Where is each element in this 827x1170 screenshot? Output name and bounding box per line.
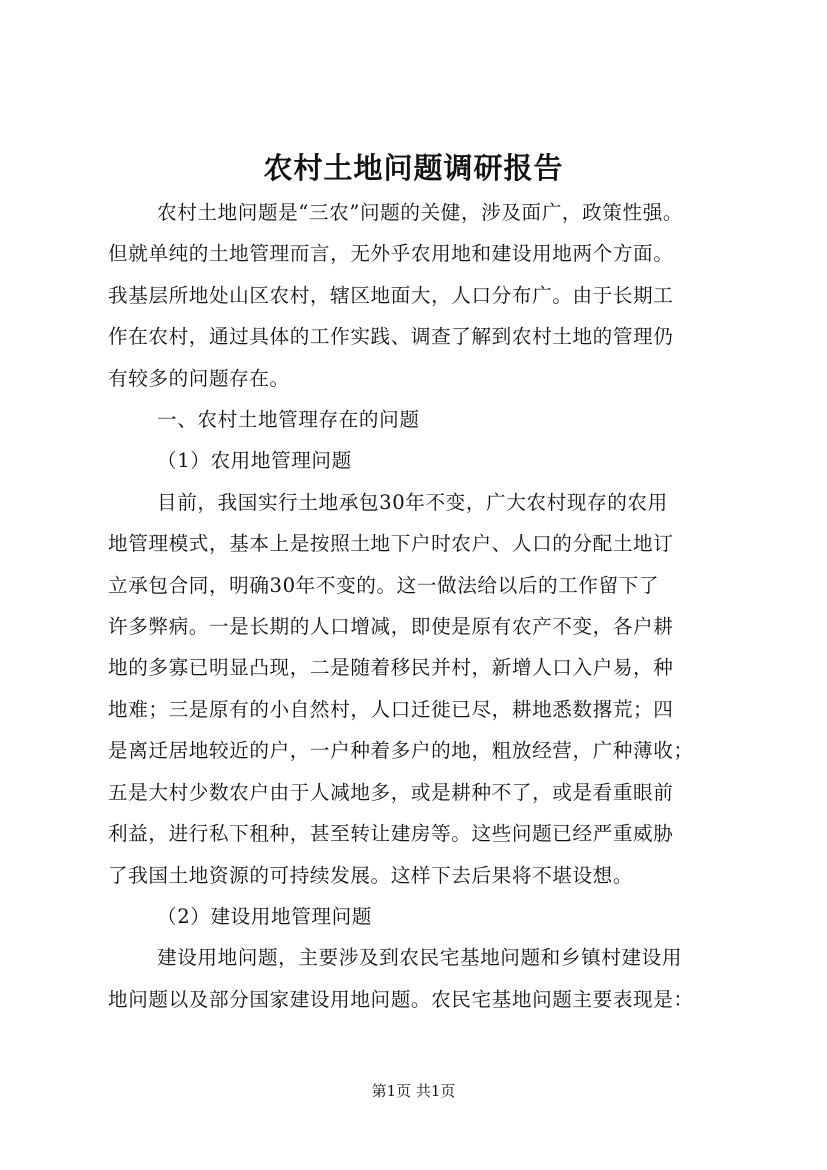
document-body — [108, 192, 738, 1020]
body-line: 我基层所地处山区农村，辖区地面大，人口分布广。由于长期工 — [108, 283, 674, 307]
subsection-heading: （2）建设用地管理问题 — [157, 904, 373, 928]
subsection-heading: （1）农用地管理问题 — [157, 449, 352, 473]
document-title: 农村土地问题调研报告 — [263, 151, 564, 185]
body-line: 地难；三是原有的小自然村，人口迁徙已尽，耕地悉数撂荒；四 — [108, 697, 674, 721]
body-line: 有较多的问题存在。 — [108, 366, 290, 390]
body-line: 农村土地问题是“三农”问题的关健，涉及面广，政策性强。 — [157, 201, 684, 224]
section-heading: 一、农村土地管理存在的问题 — [157, 408, 420, 432]
body-line: 是离迁居地较近的户，一户种着多户的地，粗放经营，广种薄收； — [108, 739, 694, 763]
page-footer: 第1页 共1页 — [371, 1082, 456, 1100]
body-line: 作在农村，通过具体的工作实践、调查了解到农村土地的管理仍 — [108, 325, 674, 349]
body-line: 了我国土地资源的可持续发展。这样下去后果将不堪设想。 — [108, 863, 634, 887]
body-line: 目前，我国实行土地承包30年不变，广大农村现存的农用 — [157, 490, 668, 514]
body-line: 许多弊病。一是长期的人口增减，即使是原有农产不变，各户耕 — [108, 615, 674, 639]
body-line: 但就单纯的土地管理而言，无外乎农用地和建设用地两个方面。 — [108, 242, 674, 266]
body-line: 建设用地问题，主要涉及到农民宅基地问题和乡镇村建设用 — [157, 946, 683, 970]
body-line: 五是大村少数农户由于人减地多，或是耕种不了，或是看重眼前 — [108, 780, 674, 804]
body-line: 地管理模式，基本上是按照土地下户时农户、人口的分配土地订 — [108, 532, 674, 556]
body-line: 利益，进行私下租种，甚至转让建房等。这些问题已经严重威胁 — [108, 822, 674, 846]
body-line: 立承包合同，明确30年不变的。这一做法给以后的工作留下了 — [108, 573, 660, 597]
body-line: 地的多寡已明显凸现，二是随着移民并村，新增人口入户易，种 — [108, 656, 674, 680]
body-line: 地问题以及部分国家建设用地问题。农民宅基地问题主要表现是： — [108, 987, 694, 1011]
